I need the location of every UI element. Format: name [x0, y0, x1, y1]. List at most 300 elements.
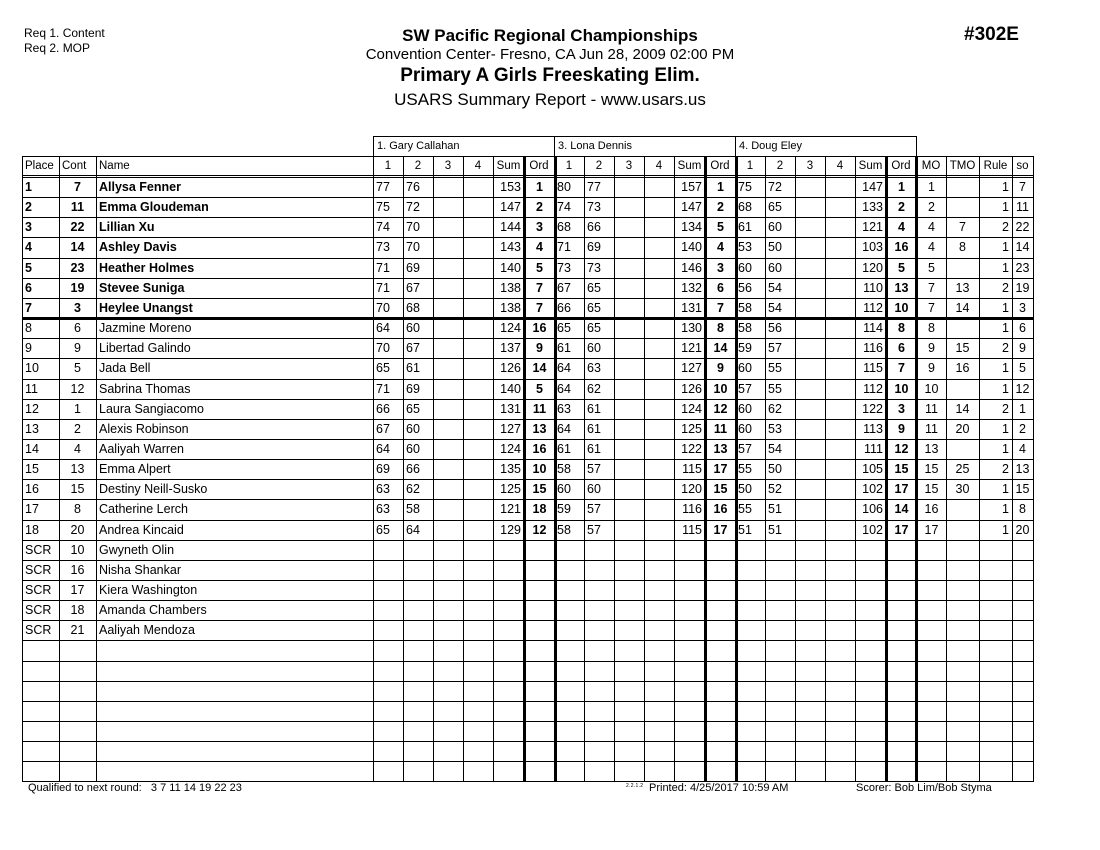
judge-score-cell: 68: [738, 200, 752, 214]
judge-score-cell: [644, 601, 674, 620]
judge-score-cell: 54: [768, 281, 782, 295]
rule-cell: 1: [1002, 240, 1009, 254]
cont-cell: 8: [74, 502, 81, 516]
requirement-2: Req 2. MOP: [24, 41, 91, 55]
judge-score-cell: [463, 420, 493, 439]
judge-score-cell: [825, 380, 855, 399]
judge-sum-cell: 127: [500, 422, 521, 436]
cont-cell: 20: [70, 523, 85, 537]
rule-cell: 1: [1002, 180, 1009, 194]
judge-ordinal-cell: 10: [894, 382, 909, 396]
judge-score-cell: 59: [557, 502, 571, 516]
judge-score-cell: [795, 420, 825, 439]
skater-name: Emma Alpert: [99, 462, 171, 476]
judge-score-cell: [463, 541, 493, 560]
judge-score-cell: 61: [587, 402, 601, 416]
tmo-cell: [946, 581, 979, 600]
mo-cell: 8: [928, 321, 935, 335]
tmo-cell: 13: [955, 281, 970, 295]
judge-score-cell: [554, 601, 584, 620]
mo-cell: 2: [928, 200, 935, 214]
skater-name: Heather Holmes: [99, 261, 195, 275]
judge-score-cell: [795, 440, 825, 459]
judge-score-cell: 60: [406, 442, 420, 456]
event-name: Primary A Girls Freeskating Elim.: [400, 65, 700, 86]
judge-sum-cell: 134: [681, 220, 702, 234]
judge-score-cell: [463, 621, 493, 640]
so-cell: 13: [1015, 462, 1030, 476]
judge-ordinal-cell: 14: [713, 341, 728, 355]
judge-score-cell: [433, 601, 463, 620]
judge-score-cell: [614, 339, 644, 358]
judge-score-cell: [644, 480, 674, 499]
judge-score-cell: 57: [768, 341, 782, 355]
skater-name: Alexis Robinson: [99, 422, 189, 436]
judge-ordinal-cell: 16: [532, 442, 547, 456]
judge-score-cell: [644, 259, 674, 278]
judge-score-cell: [765, 621, 795, 640]
judge-score-cell: [795, 218, 825, 237]
judge-score-cell: [614, 480, 644, 499]
judge-score-cell: [795, 359, 825, 378]
judge-sum-cell: 133: [862, 200, 883, 214]
judge-ordinal-cell: [706, 621, 735, 640]
judge-score-cell: [614, 218, 644, 237]
judge-score-cell: [373, 621, 403, 640]
judge-score-cell: 50: [738, 482, 752, 496]
judge-score-cell: [463, 440, 493, 459]
judge-score-cell: 61: [557, 442, 571, 456]
judge-sum-cell: 137: [500, 341, 521, 355]
judge-score-cell: [403, 541, 433, 560]
mo-cell: [917, 581, 946, 600]
judge-name-2: 3. Lona Dennis: [558, 140, 632, 152]
judge-ordinal-cell: [525, 541, 554, 560]
judge-score-cell: [644, 440, 674, 459]
col-header-tmo: TMO: [949, 160, 976, 172]
judge-score-cell: [433, 380, 463, 399]
judge-sum-cell: 120: [862, 261, 883, 275]
cont-cell: 6: [74, 321, 81, 335]
judge-ordinal-cell: 4: [536, 240, 543, 254]
judge-ordinal-cell: 9: [536, 341, 543, 355]
judge-ordinal-cell: 15: [532, 482, 547, 496]
judge-sum-cell: [493, 561, 524, 580]
judge-sum-cell: 121: [681, 341, 702, 355]
place-cell: 14: [25, 442, 39, 456]
judge-score-cell: [825, 178, 855, 197]
judge-score-cell: [795, 500, 825, 519]
judge-ordinal-cell: 18: [532, 502, 547, 516]
judge-score-cell: 65: [587, 301, 601, 315]
judge-ordinal-cell: [525, 601, 554, 620]
col-header-judge3-sum: Sum: [858, 160, 883, 172]
judge-score-cell: [463, 460, 493, 479]
judge-sum-cell: 125: [681, 422, 702, 436]
judge-score-cell: 75: [738, 180, 752, 194]
judge-score-cell: [554, 581, 584, 600]
col-header-judge1-1: 1: [384, 160, 392, 172]
qualified-label: Qualified to next round:: [28, 782, 142, 794]
judge-score-cell: [765, 541, 795, 560]
grid-line: [22, 156, 1034, 157]
judge-score-cell: [644, 460, 674, 479]
judge-score-cell: [795, 561, 825, 580]
judge-score-cell: [554, 621, 584, 640]
judge-score-cell: [463, 319, 493, 338]
judge-ordinal-cell: 3: [536, 220, 543, 234]
rule-cell: [979, 561, 1012, 580]
judge-score-cell: [614, 500, 644, 519]
judge-score-cell: [463, 259, 493, 278]
judge-score-cell: 71: [557, 240, 571, 254]
judge-sum-cell: 120: [681, 482, 702, 496]
judge-score-cell: 67: [406, 341, 420, 355]
mo-cell: [917, 601, 946, 620]
report-name: USARS Summary Report - www.usars.us: [394, 90, 706, 109]
judge-score-cell: [644, 339, 674, 358]
judge-score-cell: [644, 561, 674, 580]
skater-name: Nisha Shankar: [99, 563, 181, 577]
judge-score-cell: 61: [557, 341, 571, 355]
grid-line: [373, 136, 374, 156]
judge-score-cell: [644, 541, 674, 560]
mo-cell: 4: [928, 220, 935, 234]
rule-cell: [979, 541, 1012, 560]
skater-name: Andrea Kincaid: [99, 523, 184, 537]
judge-score-cell: 51: [768, 502, 782, 516]
place-cell: 10: [25, 361, 39, 375]
judge-score-cell: [433, 279, 463, 298]
rule-cell: 2: [1002, 220, 1009, 234]
so-cell: 3: [1019, 301, 1026, 315]
judge-score-cell: [825, 299, 855, 318]
judge-score-cell: [735, 541, 765, 560]
skater-name: Jada Bell: [99, 361, 151, 375]
judge-score-cell: [463, 561, 493, 580]
tmo-cell: 20: [955, 422, 970, 436]
col-header-judge2-2: 2: [595, 160, 603, 172]
so-cell: 2: [1019, 422, 1026, 436]
tmo-cell: [946, 500, 979, 519]
rule-cell: 1: [1002, 382, 1009, 396]
judge-score-cell: [825, 440, 855, 459]
rule-cell: [979, 601, 1012, 620]
judge-score-cell: [735, 621, 765, 640]
judge-score-cell: [825, 218, 855, 237]
judge-score-cell: 80: [557, 180, 571, 194]
so-cell: 8: [1019, 502, 1026, 516]
judge-score-cell: [795, 460, 825, 479]
judge-ordinal-cell: 8: [717, 321, 724, 335]
tmo-cell: [946, 440, 979, 459]
place-cell: 16: [25, 482, 39, 496]
judge-ordinal-cell: 7: [717, 301, 724, 315]
judge-sum-cell: 115: [682, 462, 702, 476]
cont-cell: 1: [74, 402, 81, 416]
judge-score-cell: 69: [376, 462, 390, 476]
col-header-judge1-2: 2: [414, 160, 422, 172]
judge-score-cell: [795, 299, 825, 318]
so-cell: 19: [1015, 281, 1030, 295]
judge-score-cell: [644, 420, 674, 439]
judge-sum-cell: 147: [500, 200, 521, 214]
judge-score-cell: 57: [738, 442, 752, 456]
skater-name: Aaliyah Warren: [99, 442, 184, 456]
col-header-judge3-2: 2: [776, 160, 784, 172]
judge-score-cell: 65: [376, 361, 390, 375]
judge-score-cell: [825, 259, 855, 278]
place-cell: SCR: [25, 563, 52, 577]
judge-score-cell: [433, 198, 463, 217]
judge-score-cell: 70: [376, 341, 390, 355]
judge-score-cell: 55: [738, 502, 752, 516]
judge-score-cell: [463, 480, 493, 499]
judge-sum-cell: 144: [500, 220, 521, 234]
judge-score-cell: 50: [768, 462, 782, 476]
mo-cell: 9: [928, 341, 935, 355]
skater-name: Emma Gloudeman: [99, 200, 209, 214]
judge-score-cell: 73: [587, 261, 601, 275]
place-cell: 15: [25, 462, 39, 476]
judge-score-cell: [614, 581, 644, 600]
judge-sum-cell: 124: [500, 321, 521, 335]
so-cell: 7: [1019, 180, 1026, 194]
mo-cell: 7: [928, 281, 935, 295]
judge-score-cell: 63: [557, 402, 571, 416]
judge-score-cell: [614, 601, 644, 620]
judge-score-cell: [825, 541, 855, 560]
judge-score-cell: [614, 621, 644, 640]
judge-score-cell: 63: [376, 502, 390, 516]
mo-cell: 1: [928, 180, 935, 194]
tmo-cell: 14: [955, 402, 970, 416]
judge-sum-cell: 114: [863, 321, 883, 335]
judge-sum-cell: [855, 601, 886, 620]
judge-sum-cell: 135: [500, 462, 521, 476]
judge-sum-cell: 147: [862, 180, 883, 194]
judge-score-cell: [614, 400, 644, 419]
judge-sum-cell: 112: [863, 382, 883, 396]
judge-score-cell: 67: [406, 281, 420, 295]
judge-score-cell: [765, 601, 795, 620]
tmo-cell: [946, 561, 979, 580]
competition-title: SW Pacific Regional Championships: [402, 26, 698, 45]
place-cell: 3: [25, 220, 32, 234]
judge-sum-cell: 102: [862, 523, 883, 537]
judge-score-cell: [614, 561, 644, 580]
tmo-cell: 7: [959, 220, 966, 234]
place-cell: 2: [25, 200, 32, 214]
judge-sum-cell: 124: [681, 402, 702, 416]
judge-sum-cell: 131: [681, 301, 702, 315]
judge-score-cell: 60: [587, 482, 601, 496]
judge-score-cell: 57: [587, 523, 601, 537]
grid-line: [916, 136, 917, 156]
judge-sum-cell: 115: [863, 361, 883, 375]
judge-sum-cell: 138: [500, 281, 521, 295]
judge-score-cell: 53: [768, 422, 782, 436]
judge-score-cell: [644, 198, 674, 217]
judge-score-cell: 62: [587, 382, 601, 396]
cont-cell: 7: [74, 180, 81, 194]
judge-score-cell: 71: [376, 382, 390, 396]
judge-sum-cell: 146: [681, 261, 702, 275]
judge-score-cell: [373, 601, 403, 620]
tmo-cell: 25: [955, 462, 970, 476]
skater-name: Aaliyah Mendoza: [99, 623, 195, 637]
judge-score-cell: [463, 521, 493, 540]
judge-score-cell: [433, 319, 463, 338]
so-cell: [1012, 581, 1033, 600]
tmo-cell: 14: [955, 301, 970, 315]
judge-ordinal-cell: 11: [532, 402, 547, 416]
judge-ordinal-cell: 12: [894, 442, 909, 456]
judge-ordinal-cell: 2: [898, 200, 905, 214]
judge-score-cell: [795, 541, 825, 560]
rule-cell: 2: [1002, 281, 1009, 295]
mo-cell: 13: [924, 442, 939, 456]
place-cell: 11: [25, 382, 38, 396]
judge-score-cell: [463, 359, 493, 378]
judge-score-cell: 67: [376, 422, 390, 436]
judge-score-cell: [463, 581, 493, 600]
judge-sum-cell: 132: [681, 281, 702, 295]
judge-score-cell: 70: [406, 220, 420, 234]
judge-sum-cell: [855, 561, 886, 580]
col-header-judge3-4: 4: [836, 160, 844, 172]
mo-cell: 4: [928, 240, 935, 254]
judge-score-cell: [825, 480, 855, 499]
judge-score-cell: 59: [738, 341, 752, 355]
mo-cell: [917, 621, 946, 640]
judge-score-cell: 74: [557, 200, 571, 214]
mo-cell: [917, 561, 946, 580]
judge-sum-cell: 122: [681, 442, 702, 456]
judge-score-cell: [644, 500, 674, 519]
judge-sum-cell: 112: [863, 301, 883, 315]
judge-score-cell: 61: [587, 422, 601, 436]
tmo-cell: [946, 541, 979, 560]
judge-score-cell: 62: [406, 482, 420, 496]
judge-score-cell: [463, 380, 493, 399]
judge-score-cell: 76: [406, 180, 420, 194]
grid-line: [22, 681, 1034, 682]
judge-sum-cell: 103: [862, 240, 883, 254]
judge-score-cell: [735, 561, 765, 580]
judge-score-cell: [403, 561, 433, 580]
col-header-judge1-3: 3: [444, 160, 452, 172]
judge-score-cell: [614, 259, 644, 278]
skater-name: Gwyneth Olin: [99, 543, 175, 557]
judge-score-cell: [433, 299, 463, 318]
judge-score-cell: [614, 420, 644, 439]
judge-ordinal-cell: 4: [717, 240, 724, 254]
judge-ordinal-cell: [525, 621, 554, 640]
judge-score-cell: [644, 521, 674, 540]
so-cell: [1012, 561, 1033, 580]
col-header-judge3-1: 1: [746, 160, 754, 172]
judge-score-cell: 57: [738, 382, 752, 396]
rule-cell: 1: [1002, 261, 1009, 275]
judge-ordinal-cell: 16: [532, 321, 547, 335]
tmo-cell: [946, 601, 979, 620]
tmo-cell: 8: [959, 240, 966, 254]
judge-score-cell: 72: [406, 200, 420, 214]
judge-score-cell: [614, 299, 644, 318]
so-cell: 5: [1019, 361, 1026, 375]
rule-cell: [979, 581, 1012, 600]
place-cell: 7: [25, 301, 32, 315]
judge-score-cell: [825, 279, 855, 298]
judge-score-cell: [795, 400, 825, 419]
judge-score-cell: 69: [406, 382, 420, 396]
judge-name-1: 1. Gary Callahan: [377, 140, 460, 152]
judge-score-cell: [644, 621, 674, 640]
judge-score-cell: [463, 500, 493, 519]
judge-sum-cell: 125: [500, 482, 521, 496]
col-header-judge2-sum: Sum: [677, 160, 702, 172]
judge-ordinal-cell: [706, 561, 735, 580]
judge-sum-cell: 153: [500, 180, 521, 194]
judge-ordinal-cell: 2: [717, 200, 724, 214]
judge-sum-cell: 121: [500, 502, 521, 516]
requirement-1: Req 1. Content: [24, 26, 105, 40]
judge-score-cell: [463, 218, 493, 237]
grid-line: [373, 136, 555, 137]
judge-score-cell: [433, 500, 463, 519]
judge-ordinal-cell: 12: [713, 402, 728, 416]
judge-sum-cell: [674, 581, 705, 600]
judge-sum-cell: 121: [862, 220, 883, 234]
judge-score-cell: 64: [557, 382, 571, 396]
venue-datetime: Convention Center- Fresno, CA Jun 28, 2009 02:00 PM: [365, 46, 735, 63]
judge-score-cell: [795, 521, 825, 540]
version-text: 2.2.1.2: [626, 783, 644, 789]
rule-cell: 1: [1002, 482, 1009, 496]
judge-sum-cell: 140: [500, 382, 521, 396]
judge-sum-cell: 113: [863, 422, 883, 436]
judge-score-cell: 65: [557, 321, 571, 335]
rule-cell: 2: [1002, 462, 1009, 476]
tmo-cell: [946, 380, 979, 399]
judge-score-cell: [614, 359, 644, 378]
judge-score-cell: [644, 218, 674, 237]
judge-sum-cell: 102: [862, 482, 883, 496]
judge-ordinal-cell: 10: [713, 382, 728, 396]
judge-score-cell: [433, 359, 463, 378]
cont-cell: 2: [74, 422, 81, 436]
judge-score-cell: [614, 521, 644, 540]
grid-line: [22, 661, 1034, 662]
judge-ordinal-cell: [706, 541, 735, 560]
judge-ordinal-cell: 6: [717, 281, 724, 295]
col-header-rule: Rule: [983, 160, 1008, 172]
judge-score-cell: [825, 460, 855, 479]
judge-ordinal-cell: 11: [713, 422, 728, 436]
tmo-cell: [946, 621, 979, 640]
judge-ordinal-cell: 14: [894, 502, 909, 516]
judge-score-cell: 62: [768, 402, 782, 416]
judge-score-cell: [463, 279, 493, 298]
skater-name: Lillian Xu: [99, 220, 155, 234]
judge-sum-cell: [493, 581, 524, 600]
col-header-judge3-3: 3: [806, 160, 814, 172]
judge-sum-cell: 126: [681, 382, 702, 396]
judge-sum-cell: [674, 601, 705, 620]
place-cell: 17: [25, 502, 39, 516]
judge-score-cell: 77: [587, 180, 601, 194]
